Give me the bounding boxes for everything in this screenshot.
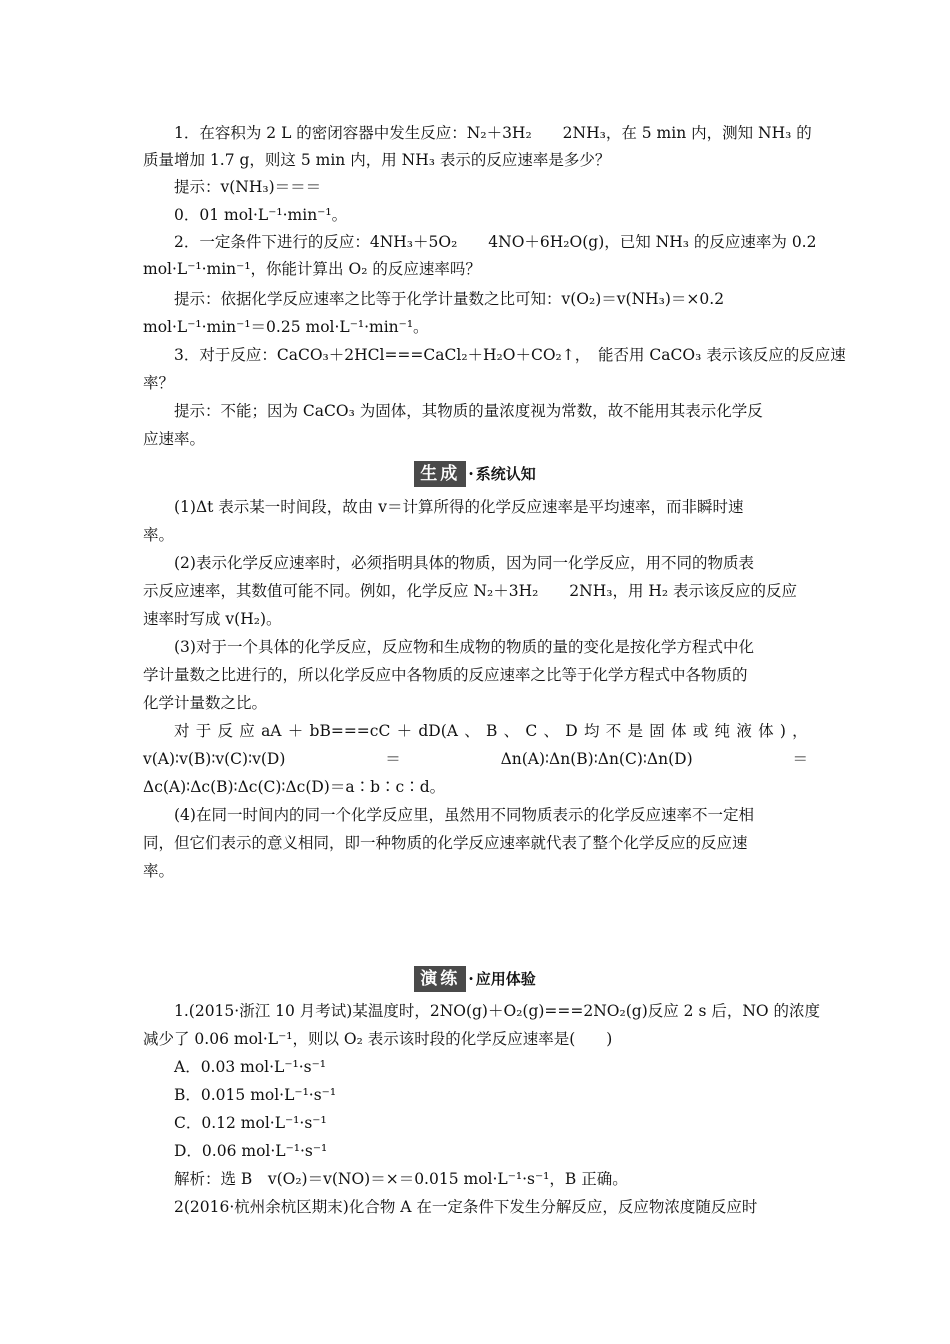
ex1-line-1: 1.(2015·浙江 10 月考试)某温度时，2NO(g)＋O₂(g)===2NO₂(g)反应 2 s 后，NO 的浓度	[174, 1002, 821, 1020]
word: )	[779, 722, 786, 740]
point2-line-2: 示反应速率，其数值可能不同。例如，化学反应 N₂＋3H₂ 2NH₃，用 H₂ 表示该反应的反应	[143, 582, 798, 600]
q2-hint-1: 提示：依据化学反应速率之比等于化学计量数之比可知：v(O₂)＝v(NH₃)＝×0.2	[174, 290, 725, 308]
point4-line-2: 同，但它们表示的意义相同，即一种物质的化学反应速率就代表了整个化学反应的反应速	[143, 834, 748, 852]
word: 体	[758, 722, 774, 740]
header-dot: ·	[468, 969, 474, 988]
ex1-option-d: D．0.06 mol·L⁻¹·s⁻¹	[174, 1142, 328, 1160]
word: Δn(A)∶Δn(B)∶Δn(C)∶Δn(D)	[500, 750, 693, 768]
section-header-generation	[0, 461, 950, 487]
point1-line-2: 率。	[143, 526, 175, 544]
rate-relation-line-2	[143, 749, 808, 769]
section-header-practice	[0, 966, 950, 992]
ex1-option-a: A．0.03 mol·L⁻¹·s⁻¹	[174, 1058, 327, 1076]
point3-line-2: 学计量数之比进行的，所以化学反应中各物质的反应速率之比等于化学方程式中各物质的	[143, 666, 748, 684]
ex1-option-b: B．0.015 mol·L⁻¹·s⁻¹	[174, 1086, 337, 1104]
word: 、	[503, 722, 520, 740]
ex1-analysis: 解析：选 B v(O₂)＝v(NO)＝×＝0.015 mol·L⁻¹·s⁻¹，B 正确。	[174, 1170, 628, 1188]
point1-line-1: (1)Δt 表示某一时间段，故由 v＝计算所得的化学反应速率是平均速率，而非瞬时速	[174, 498, 744, 516]
section-title: 应用体验	[475, 970, 536, 988]
word: 不	[605, 722, 622, 740]
point3-line-3: 化学计量数之比。	[143, 694, 268, 712]
word: 对	[174, 722, 190, 740]
header-dot: ·	[468, 464, 474, 483]
word: v(A)∶v(B)∶v(C)∶v(D)	[143, 750, 286, 768]
point4-line-1: (4)在同一时间内的同一个化学反应里，虽然用不同物质表示的化学反应速率不一定相	[174, 806, 754, 824]
q3-line-2: 率？	[143, 374, 175, 392]
point2-line-3: 速率时写成 v(H₂)。	[143, 610, 282, 628]
word: ＋	[396, 722, 413, 740]
q2-line-1: 2．一定条件下进行的反应：4NH₃＋5O₂ 4NO＋6H₂O(g)，已知 NH₃ 的反应速率为 0.2	[174, 233, 817, 251]
word: dD(A	[418, 722, 458, 740]
q1-line-1: 1．在容积为 2 L 的密闭容器中发生反应：N₂＋3H₂ 2NH₃，在 5 min 内，测知 NH₃ 的	[174, 124, 812, 142]
section-tag: 生成	[414, 461, 466, 487]
ex2-line-1: 2(2016·杭州余杭区期末)化合物 A 在一定条件下发生分解反应，反应物浓度随反应时	[174, 1198, 758, 1216]
q1-answer: 0．01 mol·L⁻¹·min⁻¹。	[174, 206, 348, 224]
word: C	[525, 722, 538, 740]
word: 纯	[714, 722, 731, 740]
word: 是	[627, 722, 643, 740]
q3-line-1: 3．对于反应：CaCO₃＋2HCl===CaCl₂＋H₂O＋CO₂↑， 能否用 CaCO₃ 表示该反应的反应速	[174, 346, 846, 364]
word: 固	[649, 722, 665, 740]
word: 体	[671, 722, 687, 740]
ex1-line-2: 减少了 0.06 mol·L⁻¹，则以 O₂ 表示该时段的化学反应速率是( )	[143, 1030, 613, 1048]
q2-line-2: mol·L⁻¹·min⁻¹，你能计算出 O₂ 的反应速率吗？	[143, 260, 481, 278]
word: aA	[261, 722, 282, 740]
q3-hint-2: 应速率。	[143, 430, 206, 448]
word: B	[485, 722, 498, 740]
point4-line-3: 率。	[143, 862, 175, 880]
word: ＝	[385, 750, 401, 768]
word: ＋	[287, 722, 304, 740]
rate-relation-line-3: Δc(A)∶Δc(B)∶Δc(C)∶Δc(D)＝a∶b∶c∶d。	[143, 778, 446, 796]
section-title: 系统认知	[475, 465, 536, 483]
word: ，	[792, 722, 808, 740]
rate-relation-line-1	[174, 721, 808, 741]
q1-hint: 提示：v(NH₃)＝＝＝	[174, 178, 322, 196]
point2-line-1: (2)表示化学反应速率时，必须指明具体的物质，因为同一化学反应，用不同的物质表	[174, 554, 754, 572]
ex1-option-c: C．0.12 mol·L⁻¹·s⁻¹	[174, 1114, 327, 1132]
word: 、	[543, 722, 560, 740]
word: D	[565, 722, 578, 740]
q1-line-2: 质量增加 1.7 g，则这 5 min 内，用 NH₃ 表示的反应速率是多少？	[143, 151, 611, 169]
word: ＝	[792, 750, 808, 768]
word: 、	[464, 722, 480, 740]
word: 或	[692, 722, 709, 740]
word: 反	[217, 722, 234, 740]
q3-hint-1: 提示：不能；因为 CaCO₃ 为固体，其物质的量浓度视为常数，故不能用其表示化学反	[174, 402, 763, 420]
word: bB===cC	[309, 722, 391, 740]
word: 应	[239, 722, 255, 740]
word: 液	[736, 722, 752, 740]
section-tag: 演练	[414, 966, 466, 992]
q2-hint-2: mol·L⁻¹·min⁻¹＝0.25 mol·L⁻¹·min⁻¹。	[143, 318, 429, 336]
word: 于	[195, 722, 212, 740]
word: 均	[583, 722, 600, 740]
point3-line-1: (3)对于一个具体的化学反应，反应物和生成物的物质的量的变化是按化学方程式中化	[174, 638, 754, 656]
